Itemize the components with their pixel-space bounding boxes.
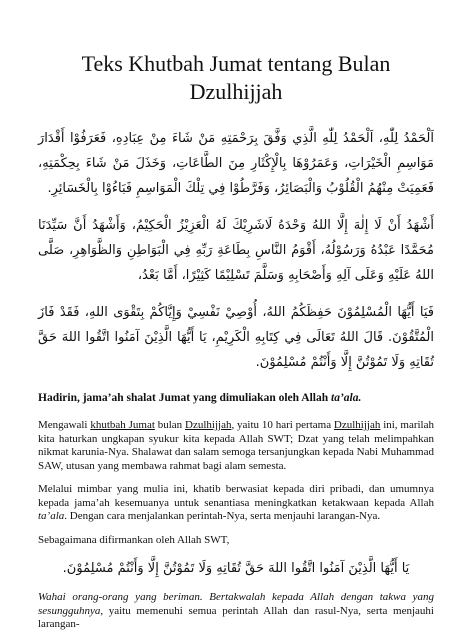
paragraph-opening — [38, 419, 434, 473]
arabic-wasiat: فَيَا أَيُّهَا الْمُسْلِمُوْنَ حَفِظَكُمُ اللهُ، أُوْصِيْ نَفْسِيْ وَإِيَّاكُمْ بِتَقْوَى اللهِ، فَقَدْ فَازَ الْمُتَّقُوْنَ. قَالَ اللهُ تَعَالَى فِي كِتَابِهِ الْكَرِيْمِ، يَا أَيُّهَا الَّذِيْنَ آمَنُوا اتَّقُوا اللهَ حَقَّ تُقَاتِهِ وَلَا تَمُوْتُنَّ إِلَّا وَأَنْتُمْ مُسْلِمُوْنَ. — [38, 305, 434, 370]
link-dzulhijjah-1[interactable]: Dzulhijjah — [185, 419, 232, 431]
arabic-verse: يَا أَيُّهَا الَّذِيْنَ آمَنُوا اتَّقُوا اللهَ حَقَّ تُقَاتِهِ وَلَا تَمُوْتُنَّ إِلَّا وَأَنْتُمْ مُسْلِمُوْنَ. — [62, 561, 410, 576]
p1-text-d: ini, marilah kita haturkan ungkapan syukur kita kepada Allah SWT; Dzat yang telah melimpahkan nikmat karunia-Nya. Shalawat dan salam semoga tersanjungkan kepada Nabi Muhammad SAW, utusan yang membawa rahmat bagi alam semesta. — [38, 419, 434, 472]
p2-text-a: Melalui mimbar yang mulia ini, khatib berwasiat kepada diri pribadi, dan umumnya kepada jama’ah kesemuanya untuk senantiasa meningkatkan ketakwaan kepada Allah — [38, 483, 434, 509]
p1-text-a: Mengawali — [38, 419, 91, 431]
p2-text-b: . Dengan cara menjalankan perintah-Nya, serta menjauhi larangan-Nya. — [64, 510, 381, 522]
hadirin-heading — [38, 391, 434, 405]
hadirin-text: Hadirin, jama’ah shalat Jumat yang dimuliakan oleh Allah — [38, 392, 331, 404]
p4-text: , yaitu memenuhi semua perintah Allah dan rasul-Nya, serta menjauhi larangan- — [38, 604, 434, 630]
paragraph-wasiat — [38, 483, 434, 524]
link-dzulhijjah-2[interactable]: Dzulhijjah — [333, 419, 381, 431]
paragraph-translation — [38, 591, 434, 632]
p2-italic: ta’ala — [38, 510, 65, 522]
p1-text-b: bulan — [154, 419, 186, 431]
document-title: Teks Khutbah Jumat tentang Bulan Dzulhijjah — [81, 51, 391, 104]
paragraph-firman: Sebagaimana difirmankan oleh Allah SWT, — [38, 533, 230, 546]
p4-italic: Wahai orang-orang yang beriman. Bertakwalah kepada Allah dengan takwa yang sesungguhnya — [38, 591, 434, 617]
arabic-opening-praise: اَلْحَمْدُ لِلّٰهِ، اَلْحَمْدُ لِلّٰهِ الَّذِي وَفَّقَ بِرَحْمَتِهِ مَنْ شَاءَ مِنْ عِبَادِهِ، فَعَرَفُوْا أَقْدَارَ مَوَاسِمِ الْخَيْرَاتِ، وَعَمَرُوْهَا بِالْإِكْثَارِ مِنَ الطَّاعَاتِ، وَخَذَلَ مَنْ شَاءَ بِحِكْمَتِهِ، فَعَمِيَتْ مِنْهُمُ الْقُلُوْبُ وَالْبَصَائِرُ، وَفَرَّطُوْا فِي تِلْكَ الْمَوَاسِمِ فَبَاءُوْا بِالْخَسَائِرِ. — [38, 131, 434, 196]
hadirin-italic: ta’ala. — [331, 392, 362, 404]
link-khutbah-jumat[interactable]: khutbah Jumat — [90, 419, 155, 431]
arabic-shahada: أَشْهَدُ أَنْ لَا إِلٰهَ إِلَّا اللهُ وَحْدَهُ لَاشَرِيْكَ لَهُ الْعَزِيْزُ الْحَكِيْمُ، وَأَشْهَدُ أَنَّ سَيِّدَنَا مُحَمَّدًا عَبْدُهُ وَرَسُوْلُهُ، أَقْوَمُ النَّاسِ بِطَاعَةِ رَبِّهِ فِي الْبَوَاطِنِ وَالظَّوَاهِرِ، صَلَّى اللهُ عَلَيْهِ وَعَلَى آلِهِ وَأَصْحَابِهِ وَسَلَّمَ تَسْلِيْمًا كَثِيْرًا، أَمَّا بَعْدُ، — [38, 218, 434, 283]
p1-text-c: , yaitu 10 hari pertama — [231, 419, 334, 431]
